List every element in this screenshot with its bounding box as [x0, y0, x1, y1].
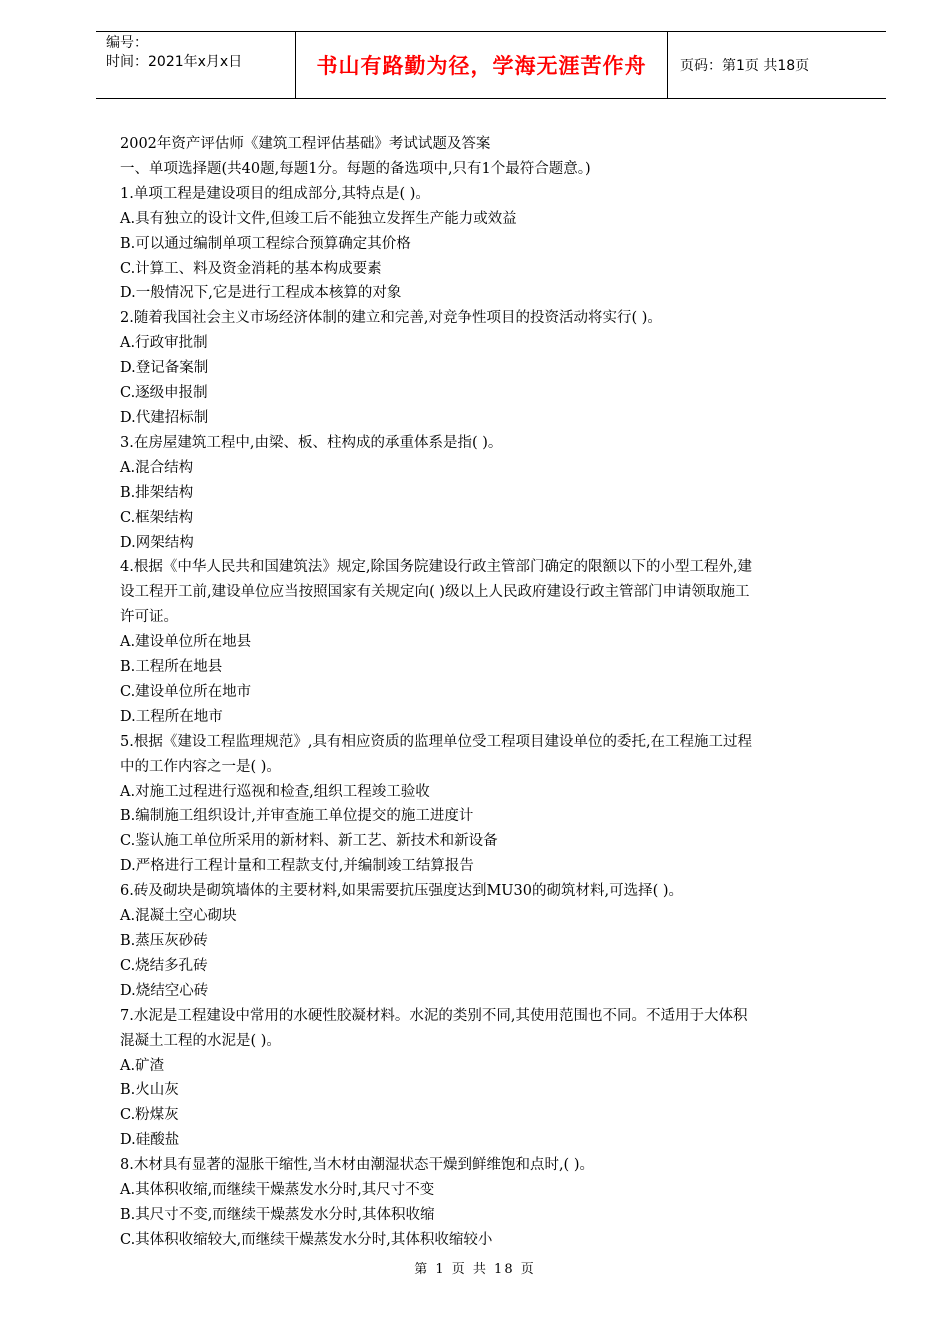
document-line: C.框架结构 — [120, 509, 194, 526]
document-line: C.粉煤灰 — [120, 1107, 179, 1124]
document-line: D.硅酸盐 — [120, 1132, 180, 1149]
document-line: 1.单项工程是建设项目的组成部分,其特点是( )。 — [120, 185, 430, 202]
document-line: 8.木材具有显著的湿胀干缩性,当木材由潮湿状态干燥到鲜维饱和点时,( )。 — [120, 1157, 594, 1174]
document-line: B.火山灰 — [120, 1082, 179, 1099]
document-line: 许可证。 — [120, 609, 178, 626]
document-line: A.矿渣 — [120, 1057, 165, 1074]
document-line: 设工程开工前,建设单位应当按照国家有关规定向( )级以上人民政府建设行政主管部门申请领取施工 — [120, 584, 750, 601]
document-line: D.登记备案制 — [120, 360, 209, 377]
document-line: A.对施工过程进行巡视和检查,组织工程竣工验收 — [120, 783, 430, 800]
document-line: 6.砖及砌块是砌筑墙体的主要材料,如果需要抗压强度达到MU30的砌筑材料,可选择( )。 — [120, 883, 683, 900]
document-title: 2002年资产评估师《建筑工程评估基础》考试试题及答案 — [120, 136, 491, 152]
document-body — [120, 132, 862, 1253]
header-slogan: 书山有路勤为径，学海无涯苦作舟 — [296, 32, 668, 98]
question-list — [120, 182, 862, 1253]
header-page-code: 页码：第1页 共18页 — [680, 58, 810, 74]
document-line: A.其体积收缩,而继续干燥蒸发水分时,其尺寸不变 — [120, 1182, 435, 1199]
document-number-label: 编号： — [106, 35, 148, 51]
document-line: C.逐级申报制 — [120, 385, 208, 402]
page-header — [96, 31, 886, 99]
document-line: C.计算工、料及资金消耗的基本构成要素 — [120, 260, 382, 277]
document-line: B.工程所在地县 — [120, 659, 223, 676]
header-meta — [96, 32, 296, 98]
document-line: A.具有独立的设计文件,但竣工后不能独立发挥生产能力或效益 — [120, 210, 517, 227]
document-line: B.编制施工组织设计,并审查施工单位提交的施工进度计 — [120, 808, 474, 825]
page-footer: 第 1 页 共 18 页 — [414, 1262, 536, 1277]
document-line: 5.根据《建设工程监理规范》,具有相应资质的监理单位受工程项目建设单位的委托,在工程施工过程 — [120, 733, 753, 750]
document-line: 混凝土工程的水泥是( )。 — [120, 1032, 281, 1049]
document-line: D.烧结空心砖 — [120, 982, 209, 999]
document-line: A.建设单位所在地县 — [120, 634, 252, 651]
document-line: 2.随着我国社会主义市场经济体制的建立和完善,对竞争性项目的投资活动将实行( )。 — [120, 310, 662, 327]
document-line: B.蒸压灰砂砖 — [120, 933, 208, 949]
document-line: B.其尺寸不变,而继续干燥蒸发水分时,其体积收缩 — [120, 1206, 435, 1223]
document-line: D.一般情况下,它是进行工程成本核算的对象 — [120, 285, 402, 302]
document-line: B.可以通过编制单项工程综合预算确定其价格 — [120, 235, 411, 252]
document-line: D.工程所在地市 — [120, 708, 223, 725]
document-line: C.建设单位所在地市 — [120, 683, 252, 700]
document-line: D.网架结构 — [120, 534, 194, 551]
document-line: C.其体积收缩较大,而继续干燥蒸发水分时,其体积收缩较小 — [120, 1231, 493, 1248]
document-line: 中的工作内容之一是( )。 — [120, 758, 281, 775]
document-line: A.混凝土空心砌块 — [120, 908, 237, 925]
document-line: 3.在房屋建筑工程中,由梁、板、柱构成的承重体系是指( )。 — [120, 434, 503, 451]
document-line: A.混合结构 — [120, 459, 194, 476]
document-line: D.严格进行工程计量和工程款支付,并编制竣工结算报告 — [120, 858, 474, 875]
document-line: C.鉴认施工单位所采用的新材料、新工艺、新技术和新设备 — [120, 833, 498, 850]
document-line: 7.水泥是工程建设中常用的水硬性胶凝材料。水泥的类别不同,其使用范围也不同。不适用于大体积 — [120, 1007, 748, 1024]
document-line: D.代建招标制 — [120, 409, 209, 426]
document-line: B.排架结构 — [120, 484, 194, 501]
section-heading: 一、单项选择题(共40题,每题1分。每题的备选项中,只有1个最符合题意。) — [120, 160, 591, 177]
document-line: 4.根据《中华人民共和国建筑法》规定,除国务院建设行政主管部门确定的限额以下的小型工程外,建 — [120, 559, 753, 576]
document-line: C.烧结多孔砖 — [120, 957, 208, 974]
document-line: A.行政审批制 — [120, 335, 208, 352]
document-time-label: 时间：2021年x月x日 — [106, 54, 243, 70]
